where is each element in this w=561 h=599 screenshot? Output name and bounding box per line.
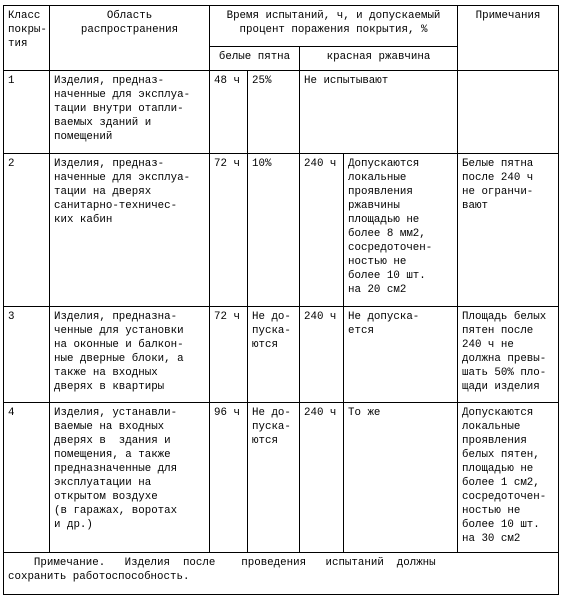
cell-rust-time: 240 ч — [300, 307, 344, 403]
footnote — [4, 553, 559, 595]
table-row-class-3 — [4, 307, 559, 403]
cell-note: Допускаются локальные проявления белых пятен, площадью не более 1 см2, сосредоточен- ностью не более 10 шт. на 30 см2 — [458, 403, 559, 553]
header-area: Область распространения — [50, 6, 210, 71]
cell-class: 4 — [4, 403, 50, 553]
header-notes: Примечания — [458, 6, 559, 71]
cell-white-percent: 10% — [248, 154, 300, 307]
cell-rust-description: То же — [344, 403, 458, 553]
coating-test-table — [3, 5, 559, 595]
cell-white-percent: Не до- пуска- ются — [248, 403, 300, 553]
footnote-text: Примечание. Изделия после проведения испытаний должны сохранить работоспособность. — [8, 557, 436, 583]
cell-white-time: 96 ч — [210, 403, 248, 553]
cell-note: Площадь белых пятен после 240 ч не должна превы- шать 50% пло- щади изделия — [458, 307, 559, 403]
cell-note: Белые пятна после 240 ч не огранчи- вают — [458, 154, 559, 307]
header-red-rust: красная ржавчина — [300, 47, 458, 71]
header-row-1 — [4, 6, 559, 47]
cell-rust-description: Допускаются локальные проявления ржавчины площадью не более 8 мм2, сосредоточен- ностью не более 10 шт. на 20 см2 — [344, 154, 458, 307]
cell-rust-time: 240 ч — [300, 403, 344, 553]
cell-class: 1 — [4, 71, 50, 154]
cell-rust-time: 240 ч — [300, 154, 344, 307]
cell-area: Изделия, предназ- наченные для эксплуа- тации на дверях санитарно-техничес- ких кабин — [50, 154, 210, 307]
cell-class: 3 — [4, 307, 50, 403]
cell-area: Изделия, предназна- ченные для установки на оконные и балкон- ные дверные блоки, а также на входных дверях в квартиры — [50, 307, 210, 403]
cell-rust-description: Не допуска- ется — [344, 307, 458, 403]
footnote-row — [4, 553, 559, 595]
header-test-time: Время испытаний, ч, и допускаемый процент поражения покрытия, % — [210, 6, 458, 47]
table-row-class-2 — [4, 154, 559, 307]
cell-white-percent: 25% — [248, 71, 300, 154]
cell-note — [458, 71, 559, 154]
cell-area: Изделия, устанавли- ваемые на входных дверях в здания и помещения, а также предназначенные для эксплуатации на открытом воздухе (в гаражах, воротах и др.) — [50, 403, 210, 553]
header-white-spots: белые пятна — [210, 47, 300, 71]
cell-area: Изделия, предназ- наченные для эксплуа- тации внутри отапли- ваемых зданий и помещений — [50, 71, 210, 154]
cell-rust: Не испытывают — [300, 71, 458, 154]
cell-white-percent: Не до- пуска- ются — [248, 307, 300, 403]
table-row-class-1 — [4, 71, 559, 154]
header-class: Класс покры- тия — [4, 6, 50, 71]
cell-class: 2 — [4, 154, 50, 307]
cell-white-time: 48 ч — [210, 71, 248, 154]
cell-white-time: 72 ч — [210, 154, 248, 307]
cell-white-time: 72 ч — [210, 307, 248, 403]
table-row-class-4 — [4, 403, 559, 553]
